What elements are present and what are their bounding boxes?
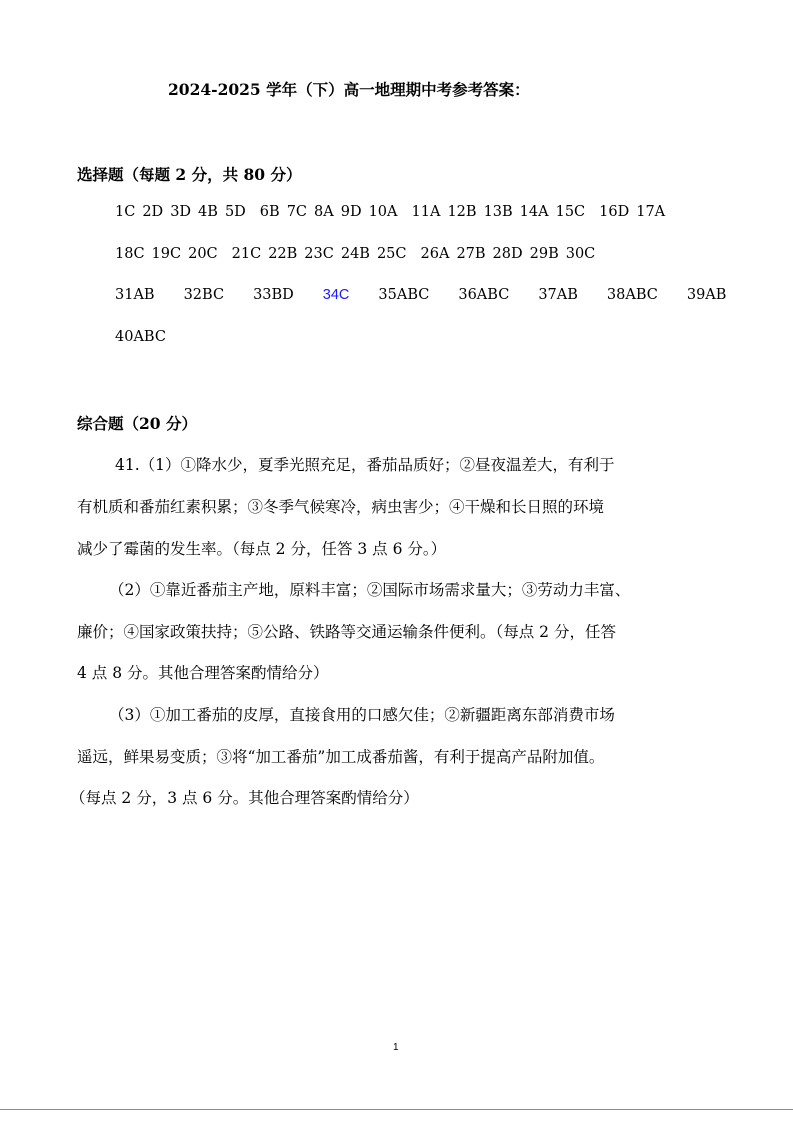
answer-11: 11A: [411, 204, 441, 220]
answer-28: 28D: [492, 246, 523, 262]
answer-17: 17A: [636, 204, 666, 220]
answer-36: 36ABC: [458, 287, 510, 303]
q41-part2-line-1: （2）①靠近番茄主产地，原料丰富；②国际市场需求量大；③劳动力丰富、: [109, 581, 631, 599]
answer-32: 32BC: [183, 287, 225, 303]
q41-part1-line-3: 减少了霉菌的发生率。（每点 2 分，任答 3 点 6 分。）: [77, 540, 447, 558]
answer-20: 20C: [188, 246, 218, 262]
answers-row-3: [115, 287, 733, 303]
answer-12: 12B: [447, 204, 477, 220]
answer-26: 26A: [420, 246, 450, 262]
answer-38: 38ABC: [606, 287, 658, 303]
answer-7: 7C: [286, 204, 308, 220]
answer-13: 13B: [483, 204, 513, 220]
answer-33: 33BD: [253, 287, 294, 303]
answer-34-highlighted: 34C: [322, 287, 350, 303]
choice-section-heading: 选择题（每题 2 分，共 80 分）: [77, 165, 302, 184]
answer-8: 8A: [314, 204, 334, 220]
answer-31: 31AB: [115, 287, 155, 303]
answer-27: 27B: [456, 246, 486, 262]
answers-row-4: [115, 329, 173, 345]
answer-14: 14A: [519, 204, 549, 220]
answer-4: 4B: [198, 204, 218, 220]
q41-part3-line-2: 遥远，鲜果易变质；③将“加工番茄”加工成番茄酱，有利于提高产品附加值。: [77, 748, 605, 766]
answer-16: 16D: [599, 204, 630, 220]
answer-1: 1C: [115, 204, 136, 220]
answer-19: 19C: [151, 246, 182, 262]
answers-row-2: [115, 246, 602, 262]
answer-18: 18C: [115, 246, 145, 262]
q41-part3-line-1: （3）①加工番茄的皮厚，直接食用的口感欠佳；②新疆距离东部消费市场: [109, 706, 615, 724]
q41-part1-line-1: 41.（1）①降水少，夏季光照充足，番茄品质好；②昼夜温差大，有利于: [115, 456, 615, 474]
answer-39: 39AB: [686, 287, 727, 303]
q41-part2-line-2: 廉价；④国家政策扶持；⑤公路、铁路等交通运输条件便利。（每点 2 分，任答: [77, 623, 616, 641]
document-title: 2024-2025 学年（下）高一地理期中考参考答案：: [168, 80, 530, 99]
page-bottom-divider: [0, 1109, 793, 1110]
answer-2: 2D: [142, 204, 164, 220]
answer-15: 15C: [555, 204, 586, 220]
q41-part3-line-3: （每点 2 分，3 点 6 分。其他合理答案酌情给分）: [70, 789, 419, 807]
answers-row-1: [115, 204, 672, 220]
answer-6: 6B: [259, 204, 280, 220]
answer-10: 10A: [368, 204, 398, 220]
answer-37: 37AB: [538, 287, 578, 303]
answer-5: 5D: [224, 204, 246, 220]
answer-25: 25C: [376, 246, 407, 262]
answer-35: 35ABC: [378, 287, 430, 303]
page-number: 1: [393, 1042, 399, 1053]
answer-3: 3D: [170, 204, 192, 220]
answer-24: 24B: [340, 246, 370, 262]
answer-30: 30C: [565, 246, 596, 262]
q41-part1-line-2: 有机质和番茄红素积累；③冬季气候寒冷，病虫害少；④干燥和长日照的环境: [77, 498, 605, 516]
answer-40: 40ABC: [115, 329, 166, 345]
answer-29: 29B: [529, 246, 559, 262]
answer-22: 22B: [268, 246, 298, 262]
comprehensive-section-heading: 综合题（20 分）: [77, 414, 197, 433]
answer-23: 23C: [304, 246, 334, 262]
q41-part2-line-3: 4 点 8 分。其他合理答案酌情给分）: [77, 664, 329, 682]
answer-21: 21C: [231, 246, 262, 262]
answer-9: 9D: [340, 204, 362, 220]
